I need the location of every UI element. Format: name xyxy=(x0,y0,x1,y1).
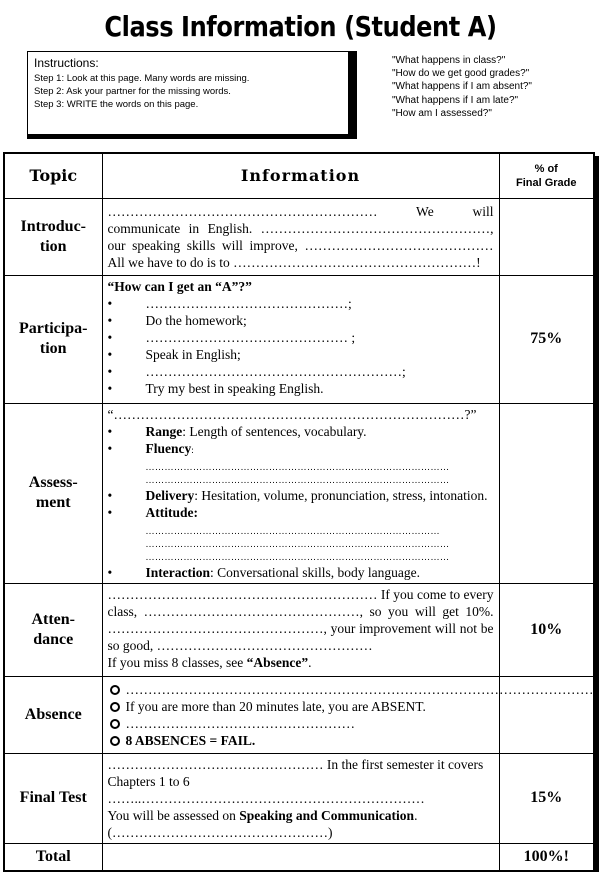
intro-text: …………………………………………………… We will communicate in English. ……………………………………………, our speaking skills will improve, …………………………………… All we have to do is to ………………………………………………! xyxy=(102,198,499,275)
term-cont: …………………………………………………………………………………… xyxy=(145,538,450,549)
term: Delivery xyxy=(145,487,195,503)
term: Range xyxy=(145,423,183,439)
assessment-info xyxy=(102,403,499,583)
page-title: Class Information (Student A) xyxy=(104,10,497,43)
label-final-test: Final Test xyxy=(4,753,102,843)
miss-prefix: If you miss 8 classes, see xyxy=(107,654,247,670)
term-text: ………………………………………………………………………………… xyxy=(145,525,440,536)
label-attendance xyxy=(4,583,102,676)
list-item: • ………………………………………; xyxy=(108,295,494,312)
instructions-box xyxy=(27,51,357,139)
absence-info xyxy=(102,676,598,753)
total-info xyxy=(102,843,499,871)
term-text: : …………………………………………………………………………………… xyxy=(145,444,450,472)
term-cont: …………………………………………………………………………………… xyxy=(145,551,450,562)
line-prefix: You will be assessed on xyxy=(107,807,240,823)
header-row xyxy=(4,153,594,198)
list-item xyxy=(108,564,494,581)
row-total xyxy=(4,843,594,871)
list-item xyxy=(108,440,494,487)
list-item: • Try my best in speaking English. xyxy=(108,380,494,397)
participation-question: “How can I get an “A”?” xyxy=(107,278,252,294)
list-item: 8 ABSENCES = FAIL. xyxy=(108,732,494,749)
instruction-step-1: Step 1: Look at this page. Many words are missing. xyxy=(34,73,250,84)
header-information: Information xyxy=(102,153,499,198)
label-assessment xyxy=(4,403,102,583)
term-text: : Hesitation, volume, pronunciation, stress, intonation. xyxy=(194,487,488,503)
row-absence xyxy=(4,676,594,753)
label-line: tion xyxy=(39,340,67,357)
class-info-table xyxy=(3,152,598,872)
assessment-list xyxy=(108,423,494,581)
final-test-line xyxy=(108,807,494,824)
list-item xyxy=(108,504,494,564)
label-line: Participa- xyxy=(19,320,88,337)
term: Attitude: xyxy=(145,504,198,520)
question-item: "How am I assessed?" xyxy=(392,107,492,119)
term-text: : Length of sentences, vocabulary. xyxy=(182,423,367,439)
final-test-line: (…………………………………………) xyxy=(107,824,333,840)
list-item xyxy=(108,487,494,504)
list-item: • ……………………………………… ; xyxy=(108,329,494,346)
line-suffix: . xyxy=(414,807,418,823)
participation-list xyxy=(108,295,494,397)
label-line: Introduc- xyxy=(20,217,86,235)
final-test-line: Chapters 1 to 6 ……..……………………………………………………… xyxy=(107,773,425,806)
label-line: Assess- xyxy=(28,474,78,491)
question-item: "What happens if I am late?" xyxy=(392,94,519,106)
pct-assessment xyxy=(499,403,594,583)
final-test-info xyxy=(102,753,499,843)
assessment-question: “……………………………………………………………………?” xyxy=(107,406,477,422)
question-list xyxy=(392,54,532,120)
question-item: "What happens in class?" xyxy=(392,55,506,66)
header-topic: Topic xyxy=(4,153,102,198)
list-item xyxy=(108,423,494,440)
header-grade-line1: % of xyxy=(534,162,558,175)
attendance-text: …………………………………………………… If you come to every class, …………………………………………, so you will get 10%. …………………………………………, your improvement will not be so good, ………………………………………… xyxy=(107,586,494,653)
term: Interaction xyxy=(145,564,210,580)
label-line: dance xyxy=(33,630,74,648)
question-item: "How do we get good grades?" xyxy=(392,68,530,80)
label-line: ment xyxy=(35,494,71,511)
pct-total: 100%! xyxy=(499,843,594,871)
header-grade xyxy=(499,153,594,198)
list-item: • …………………………………………………; xyxy=(108,363,494,380)
list-item: If you are more than 20 minutes late, you are ABSENT. xyxy=(108,698,494,715)
line-term: Speaking and Communication xyxy=(239,807,415,823)
instruction-step-3: Step 3: WRITE the words on this page. xyxy=(34,99,199,110)
final-test-line: ………………………………………… In the first semester it covers xyxy=(107,756,484,772)
class-info-table-wrap xyxy=(3,152,598,865)
header-grade-line2: Final Grade xyxy=(515,176,577,189)
row-assessment xyxy=(4,403,594,583)
term-text: : Conversational skills, body language. xyxy=(210,564,420,580)
list-item: …………………………………………… xyxy=(108,715,494,732)
term-cont: …………………………………………………………………………………… xyxy=(145,474,450,485)
instructions-heading: Instructions: xyxy=(34,56,99,70)
label-line: tion xyxy=(39,237,67,255)
pct-final-test: 15% xyxy=(499,753,594,843)
row-introduction xyxy=(4,198,594,275)
pct-introduction xyxy=(499,198,594,275)
list-item: • Speak in English; xyxy=(108,346,494,363)
label-total: Total xyxy=(4,843,102,871)
row-attendance xyxy=(4,583,594,676)
row-final-test xyxy=(4,753,594,843)
list-item: …………………………………………………………………………………………… xyxy=(108,681,494,698)
row-participation xyxy=(4,275,594,403)
absence-list xyxy=(108,681,598,749)
question-item: "What happens if I am absent?" xyxy=(392,81,532,93)
miss-term: “Absence” xyxy=(246,654,309,670)
label-participation xyxy=(4,275,102,403)
list-item: • Do the homework; xyxy=(108,312,494,329)
label-introduction xyxy=(4,198,102,275)
attendance-miss xyxy=(108,654,494,671)
pct-participation: 75% xyxy=(499,275,594,403)
label-absence: Absence xyxy=(4,676,102,753)
participation-info xyxy=(102,275,499,403)
miss-suffix: . xyxy=(308,654,312,670)
label-line: Atten- xyxy=(31,610,76,628)
instruction-step-2: Step 2: Ask your partner for the missing words. xyxy=(34,86,231,97)
term: Fluency xyxy=(145,440,192,456)
attendance-info xyxy=(102,583,499,676)
pct-attendance: 10% xyxy=(499,583,594,676)
